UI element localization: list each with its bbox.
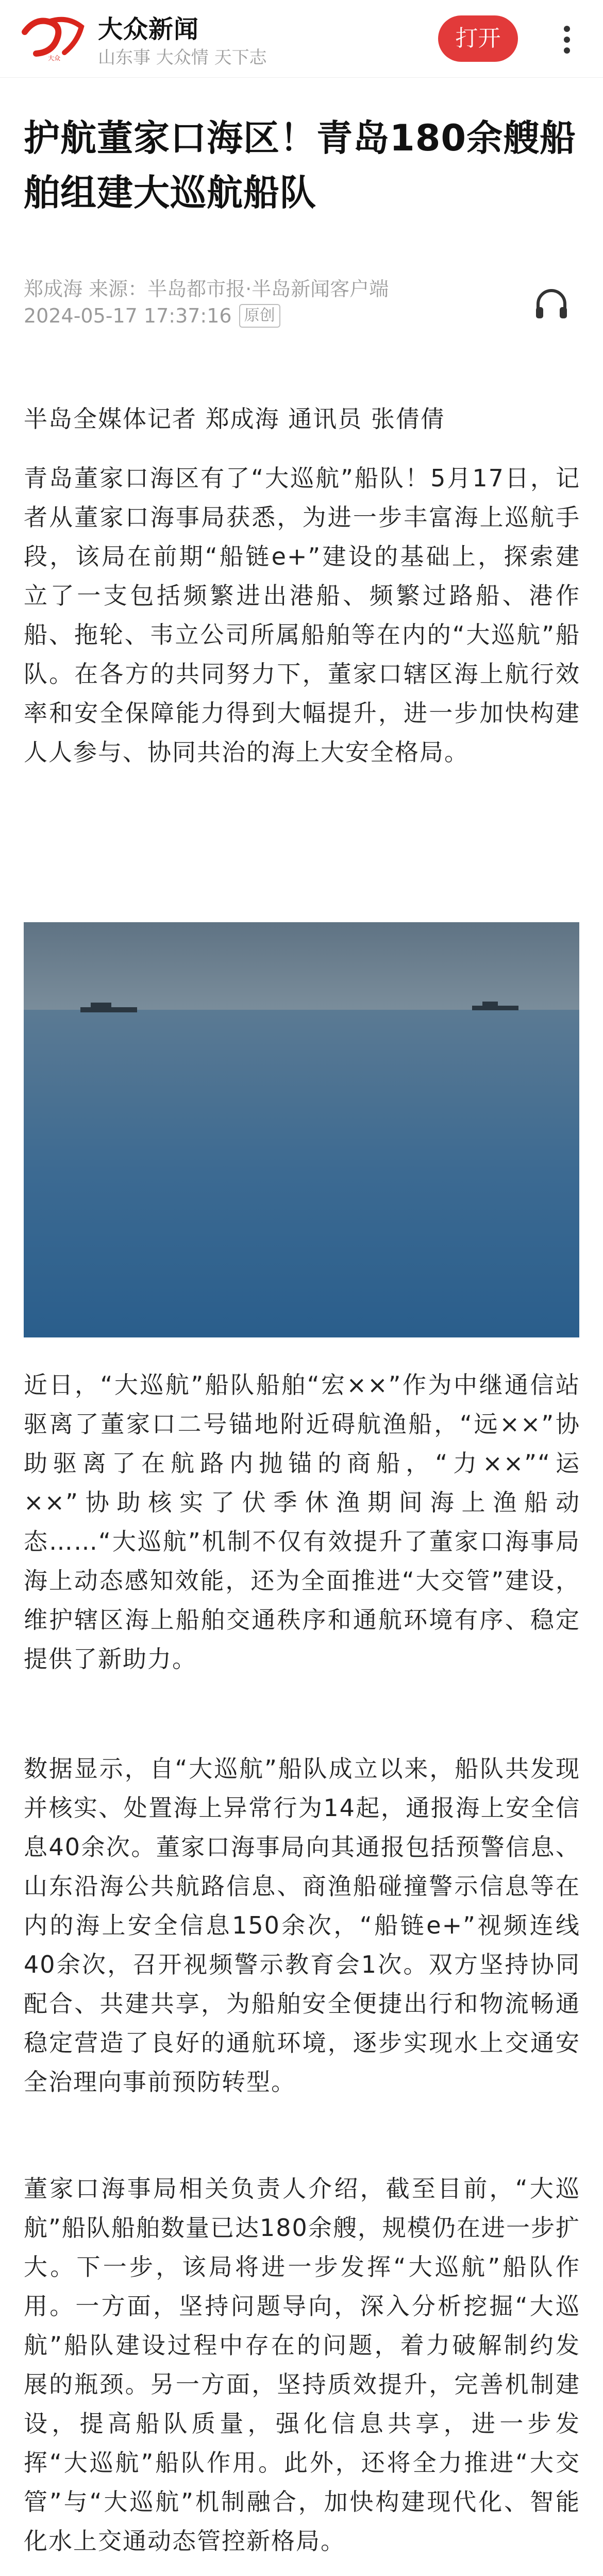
article-paragraph: 近日，“大巡航”船队船舶“宏××”作为中继通信站驱离了董家口二号锚地附近碍航渔船，“远××”协助驱离了在航路内抛锚的商船，“力××”“运××”协助核实了伏季休渔期间海上渔船动态……“大巡航”机制不仅有效提升了董家口海事局海上动态感知效能，还为全面推进“大交管”建设，维护辖区海上船舶交通秩序和通航环境有序、稳定提供了新助力。 <box>24 1371 580 1673</box>
article-paragraph: 数据显示，自“大巡航”船队成立以来，船队共发现并核实、处置海上异常行为14起，通报海上安全信息40余次。董家口海事局向其通报包括预警信息、山东沿海公共航路信息、商渔船碰撞警示信息等在内的海上安全信息150余次，“船链e+”视频连线40余次，召开视频警示教育会1次。双方坚持协同配合、共建共享，为船舶安全便捷出行和物流畅通稳定营造了良好的通航环境，逐步实现水上交通安全治理向事前预防转型。 <box>24 1755 580 2096</box>
svg-text:大众: 大众 <box>47 55 61 62</box>
article-paragraph: 青岛董家口海区有了“大巡航”船队！5月17日，记者从董家口海事局获悉，为进一步丰富海上巡航手段，该局在前期“船链e+”建设的基础上，探索建立了一支包括频繁进出港船、频繁过路船、港作船、拖轮、韦立公司所属船舶等在内的“大巡航”船队。在各方的共同努力下，董家口辖区海上航行效率和安全保障能力得到大幅提升，进一步加快构建人人参与、协同共治的海上大安全格局。 <box>24 464 580 766</box>
dazhong-logo[interactable] <box>21 11 88 62</box>
article-byline: 半岛全媒体记者 郑成海 通讯员 张倩倩 <box>24 405 445 433</box>
article-datetime: 2024-05-17 17:37:16 <box>24 304 232 327</box>
more-icon[interactable] <box>549 22 585 58</box>
article-date-row <box>24 304 280 328</box>
article-photo-sea-ships <box>24 922 579 1337</box>
app-header <box>0 0 603 78</box>
article-author-source: 郑成海 来源：半岛都市报·半岛新闻客户端 <box>24 278 389 300</box>
app-slogan: 山东事 大众情 天下志 <box>98 47 267 68</box>
article-title: 护航董家口海区！青岛180余艘船舶组建大巡航船队 <box>24 117 577 214</box>
open-app-button[interactable]: 打开 <box>438 15 518 62</box>
original-badge: 原创 <box>239 304 280 328</box>
article-paragraph: 董家口海事局相关负责人介绍，截至目前，“大巡航”船队船舶数量已达180余艘，规模仍在进一步扩大。下一步，该局将进一步发挥“大巡航”船队作用。一方面，坚持问题导向，深入分析挖掘“大巡航”船队建设过程中存在的问题，着力破解制约发展的瓶颈。另一方面，坚持质效提升，完善机制建设，提高船队质量，强化信息共享，进一步发挥“大巡航”船队作用。此外，还将全力推进“大交管”与“大巡航”机制融合，加快构建现代化、智能化水上交通动态管控新格局。 <box>24 2175 580 2555</box>
headphones-icon[interactable] <box>531 283 572 325</box>
app-name: 大众新闻 <box>98 15 199 44</box>
